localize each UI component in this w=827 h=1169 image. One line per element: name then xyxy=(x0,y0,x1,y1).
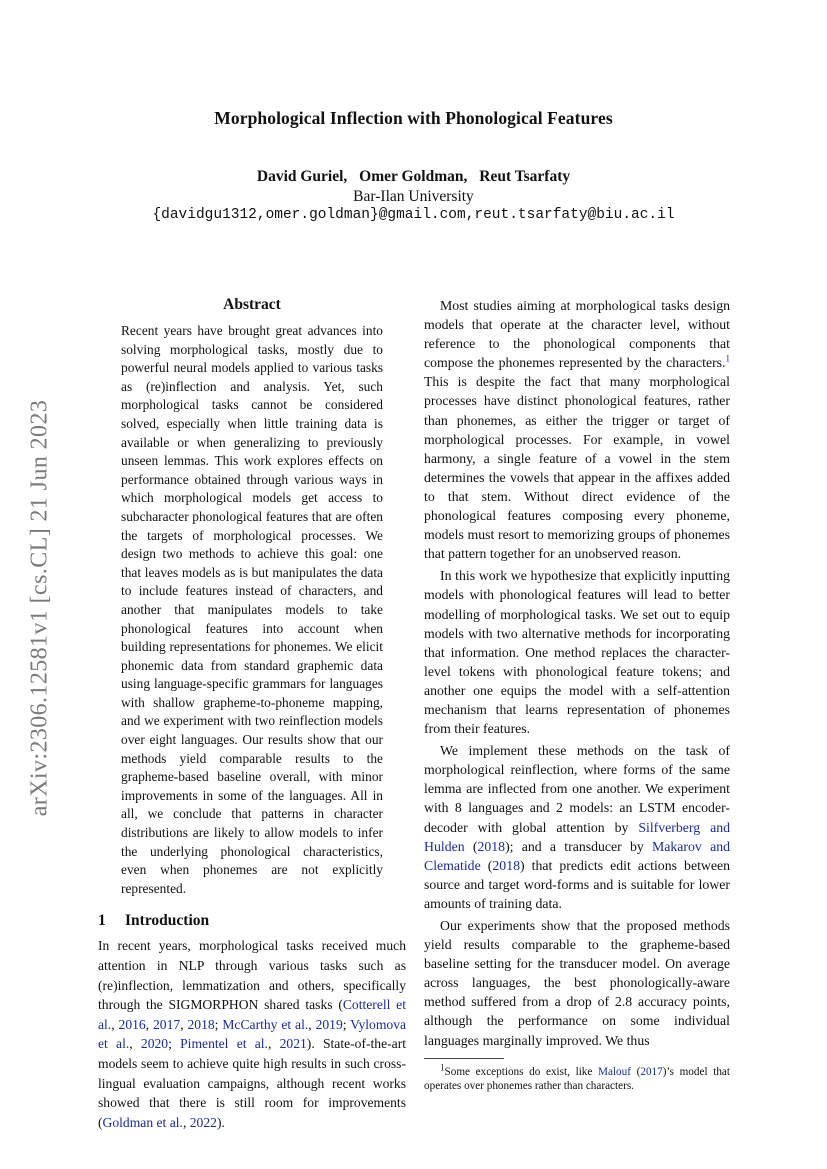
author-name: Omer Goldman, xyxy=(359,168,468,185)
text-span: ). xyxy=(216,1114,225,1130)
citation-link[interactable]: 2019 xyxy=(315,1016,343,1032)
citation-link[interactable]: 2018 xyxy=(477,838,506,854)
text-span: , xyxy=(129,1036,141,1052)
text-span: ) that predicts edit actions between source and target word-forms and is suitable for lower amounts of training data. xyxy=(424,857,731,911)
text-span: Most studies aiming at morphological tasks design models that operate at the character level, without reference to the phonological components that compose the phonemes represented by the characters. xyxy=(424,298,730,371)
left-column xyxy=(98,296,406,1132)
text-span: , xyxy=(182,1114,190,1130)
text-span: We implement these methods on the task of morphological reinflection, where forms of the same lemma are inflected from one another. We experiment with 8 languages and 2 models: an LSTM encoder-decoder with global attention by xyxy=(424,743,730,835)
citation-link[interactable]: Goldman et al. xyxy=(102,1114,183,1130)
author-emails[interactable]: {davidgu1312,omer.goldman}@gmail.com,reut.tsarfaty@biu.ac.il xyxy=(152,207,675,223)
citation-link[interactable]: 2017 xyxy=(153,1016,181,1032)
paragraph xyxy=(98,936,406,1132)
text-span: In recent years, morphological tasks received much attention in NLP through various tasks such as (re)inflection, lemmatization and others, specifically through the SIGMORPHON shared tasks ( xyxy=(98,938,406,1013)
paragraph xyxy=(424,741,730,913)
citation-link[interactable]: Makarov and Clematide xyxy=(424,838,730,873)
author-list xyxy=(0,168,827,186)
text-span: ). State-of-the-art models seem to achieve quite high results in such cross-lingual evaluation campaigns, although recent works showed that there is still room for improvements ( xyxy=(98,1036,406,1130)
section-title: Introduction xyxy=(125,912,210,930)
author-name: Reut Tsarfaty xyxy=(479,168,571,185)
citation-link[interactable]: 2018 xyxy=(187,1016,215,1032)
section-heading xyxy=(98,912,406,930)
abstract-text: Recent years have brought great advances into solving morphological tasks, mostly due to powerful neural models applied to various tasks as (re)inflection and analysis. Yet, such morphological tasks cannot be considered solved, especially when little training data is available or when generalizing to previously unseen lemmas. This work explores effects on performance obtained through various ways in which morphological models get access to subcharacter phonological features that are often the targets of morphological processes. We design two methods to achieve this goal: one that leaves models as is but manipulates the data to include features instead of characters, and another that manipulates models to take phonological features into account when building representations for phonemes. We elicit phonemic data from standard graphemic data using language-specific grammars for languages with shallow grapheme-to-phoneme mapping, and we experiment with two reinflection models over eight languages. Our results show that our methods yield comparable results to the grapheme-based baseline overall, with minor improvements in some of the languages. All in all, we conclude that patterns in character distributions are likely to allow models to infer the underlying phonological characteristics, even when phonemes are not explicitly represented. xyxy=(121,323,383,896)
right-column xyxy=(424,296,730,1094)
text-span: Some exceptions do exist, like xyxy=(444,1065,599,1078)
text-span: ( xyxy=(480,857,493,873)
text-span: ; xyxy=(168,1036,181,1052)
text-span: , xyxy=(308,1016,316,1032)
arxiv-identifier: arXiv:2306.12581v1 [cs.CL] 21 Jun 2023 xyxy=(26,399,53,816)
author-name: David Guriel, xyxy=(256,168,348,185)
citation-link[interactable]: Vylomova et al. xyxy=(98,1016,407,1052)
footnote-marker[interactable]: 1 xyxy=(725,353,730,364)
text-span: , xyxy=(111,1016,119,1032)
citation-link[interactable]: Cotterell et al. xyxy=(98,997,406,1032)
paragraph: Our experiments show that the proposed methods yield results comparable to the grapheme-based baseline setting for the transducer model. On average across languages, the best phonologically-aware method suffered from a drop of 2.8 accuracy points, although the performance on some individual languages marginally improved. We thus xyxy=(424,918,730,1048)
paragraph: In this work we hypothesize that explicitly inputting models with phonological features will lead to better modelling of morphological tasks. We set out to equip models with two alternative methods for incorporating that information. One method replaces the character-level tokens with phonological feature tokens; and another one equips the model with a self-attention mechanism that learns representation of phonemes from their features. xyxy=(424,568,730,737)
citation-link[interactable]: 2022 xyxy=(189,1114,217,1130)
text-span: ( xyxy=(464,838,478,854)
citation-link[interactable]: 2021 xyxy=(279,1036,307,1052)
citation-link[interactable]: 2018 xyxy=(492,857,520,873)
section-number: 1 xyxy=(98,912,106,930)
abstract-heading: Abstract xyxy=(223,296,281,313)
text-span: )’s model that operates over phonemes rather than characters. xyxy=(424,1065,730,1093)
citation-link[interactable]: Silfverberg and Hulden xyxy=(424,819,730,854)
citation-link[interactable]: Pimentel et al. xyxy=(180,1036,268,1052)
text-span: , xyxy=(267,1036,280,1052)
citation-link[interactable]: McCarthy et al. xyxy=(222,1016,309,1032)
footnote xyxy=(424,1061,730,1094)
paper-title: Morphological Inflection with Phonological Features xyxy=(214,108,613,128)
text-span: This is despite the fact that many morphological processes have distinct phonological features, rather than phonemes, as either the trigger or target of morphological processes. For example, in vowel harmony, a single feature of a vowel in the stem determines the vowels that appear in the affixes added to that stem. Without direct evidence of the phonological features composing every phoneme, models must resort to memorizing groups of phonemes that pattern together for an unobserved reason. xyxy=(424,374,730,562)
citation-link[interactable]: 2020 xyxy=(140,1036,169,1052)
affiliation: Bar-Ilan University xyxy=(353,188,474,205)
text-span: ; xyxy=(342,1016,351,1032)
citation-link[interactable]: 2016 xyxy=(118,1016,146,1032)
text-span: ( xyxy=(630,1065,641,1078)
text-span: ); and a transducer by xyxy=(505,838,653,854)
footnote-divider xyxy=(424,1058,504,1059)
introduction-body xyxy=(98,936,406,1132)
text-span: , xyxy=(180,1016,188,1032)
citation-link[interactable]: Malouf xyxy=(598,1065,631,1078)
text-span: ; xyxy=(214,1016,223,1032)
footnote-number: 1 xyxy=(440,1061,445,1072)
citation-link[interactable]: 2017 xyxy=(640,1065,663,1078)
arxiv-sidebar xyxy=(24,370,56,845)
paragraph xyxy=(424,296,730,563)
text-span: , xyxy=(145,1016,153,1032)
